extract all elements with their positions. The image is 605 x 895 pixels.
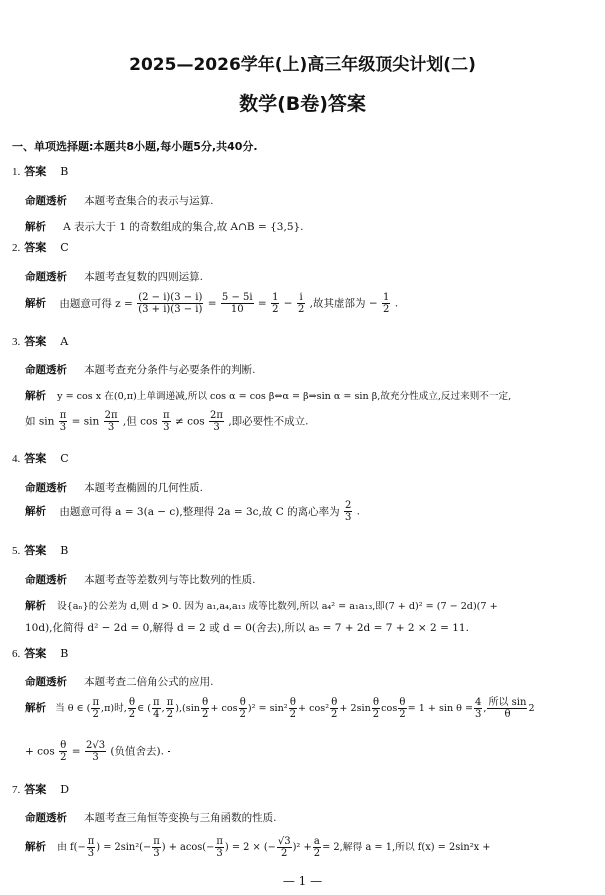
math-text: (负值舍去). bbox=[110, 745, 164, 758]
insight-text: 本题考查椭圆的几何性质. bbox=[84, 482, 203, 494]
answer-label: 答案 bbox=[24, 241, 47, 254]
math-text: 当 θ ∈ ( bbox=[55, 703, 91, 714]
math-text: = sin bbox=[71, 415, 100, 428]
numerator: θ bbox=[239, 697, 246, 708]
numerator: π bbox=[163, 410, 170, 421]
math-text: + cos bbox=[210, 703, 238, 714]
analysis-line bbox=[25, 215, 304, 234]
answer-label: 答案 bbox=[24, 452, 47, 465]
math-text: , bbox=[483, 703, 487, 714]
analysis-label: 解析 bbox=[25, 297, 46, 310]
fraction bbox=[104, 410, 119, 433]
numerator: π bbox=[216, 836, 223, 847]
fraction bbox=[487, 697, 527, 720]
numerator: 1 bbox=[272, 292, 279, 303]
numerator: π bbox=[92, 697, 100, 708]
answer-line bbox=[12, 333, 68, 349]
answer-line bbox=[12, 542, 68, 558]
numerator: π bbox=[87, 836, 95, 847]
fraction bbox=[277, 836, 292, 859]
denominator: 2 bbox=[166, 709, 174, 720]
denominator: (3 + i)(3 − i) bbox=[138, 304, 203, 315]
denominator: 3 bbox=[216, 848, 223, 859]
fraction bbox=[289, 697, 297, 720]
math-text: = 2,解得 a = 1,所以 f(x) = 2sin²x + bbox=[322, 842, 491, 853]
analysis-line bbox=[25, 410, 309, 433]
insight-line bbox=[25, 670, 213, 689]
answer-value: B bbox=[60, 165, 69, 178]
answer-line bbox=[12, 645, 68, 661]
fraction bbox=[474, 697, 482, 720]
math-text: 2 bbox=[528, 703, 535, 714]
math-text: + cos² bbox=[298, 703, 330, 714]
analysis-line bbox=[25, 384, 511, 403]
math-text: )² = sin² bbox=[247, 703, 288, 714]
analysis-label: 解析 bbox=[25, 390, 46, 402]
math-text: ) = 2 × (− bbox=[224, 842, 276, 853]
fraction bbox=[215, 836, 224, 859]
numerator: 2π bbox=[210, 410, 223, 421]
insight-text: 本题考查二倍角公式的应用. bbox=[84, 676, 214, 688]
fraction bbox=[221, 292, 254, 315]
question-number: 4. bbox=[12, 453, 21, 465]
question-number: 2. bbox=[12, 242, 21, 254]
denominator: 3 bbox=[59, 422, 67, 433]
denominator: 4 bbox=[153, 709, 160, 720]
analysis-line bbox=[25, 740, 171, 763]
fraction bbox=[297, 292, 305, 315]
analysis-text: y = cos x 在(0,π)上单调递减,所以 cos α = cos β⇔α = β⇒sin α = sin β,故充分性成立,反过来则不一定, bbox=[57, 391, 512, 402]
answer-label: 答案 bbox=[24, 783, 47, 796]
math-text: = bbox=[207, 297, 217, 310]
insight-label: 命题透析 bbox=[25, 676, 67, 688]
math-text: cos bbox=[381, 703, 398, 714]
math-text: . bbox=[394, 297, 399, 310]
numerator: π bbox=[153, 697, 160, 708]
math-text: . bbox=[356, 505, 361, 518]
numerator: θ bbox=[128, 697, 135, 708]
fraction bbox=[313, 836, 321, 859]
insight-line bbox=[25, 568, 255, 587]
analysis-label: 解析 bbox=[25, 841, 46, 853]
insight-text: 本题考查集合的表示与运算. bbox=[84, 195, 214, 207]
numerator: 2√3 bbox=[85, 740, 106, 751]
answer-label: 答案 bbox=[24, 647, 47, 660]
math-text: = bbox=[71, 745, 81, 758]
math-text: ≠ cos bbox=[174, 415, 205, 428]
insight-label: 命题透析 bbox=[25, 195, 67, 207]
analysis-line bbox=[25, 697, 535, 720]
fraction bbox=[59, 740, 67, 763]
analysis-line: 10d),化简得 d² − 2d = 0,解得 d = 2 或 d = 0(舍去),所以 a₅ = 7 + 2d = 7 + 2 × 2 = 11. bbox=[25, 622, 469, 634]
numerator: π bbox=[166, 697, 174, 708]
denominator: 2 bbox=[128, 709, 136, 720]
answer-label: 答案 bbox=[24, 335, 47, 348]
fraction bbox=[209, 410, 224, 433]
fraction bbox=[382, 292, 390, 315]
denominator: 3 bbox=[87, 848, 95, 859]
math-text: , bbox=[161, 703, 165, 714]
analysis-label: 解析 bbox=[25, 221, 46, 233]
fraction bbox=[85, 740, 106, 763]
math-text: 如 sin bbox=[25, 415, 55, 428]
denominator: 2 bbox=[92, 709, 99, 720]
math-text: 由 f(− bbox=[57, 842, 86, 853]
insight-text: 本题考查复数的四则运算. bbox=[84, 271, 203, 283]
question-number: 1. bbox=[12, 166, 21, 178]
document-subtitle: 数学(B卷)答案 bbox=[239, 93, 366, 115]
insight-text: 本题考查等差数列与等比数列的性质. bbox=[84, 574, 256, 586]
fraction bbox=[271, 292, 279, 315]
denominator: 2 bbox=[331, 709, 338, 720]
answer-value: B bbox=[60, 647, 69, 660]
fraction bbox=[398, 697, 406, 720]
denominator: 2 bbox=[313, 848, 321, 859]
analysis-text: A 表示大于 1 的奇数组成的集合,故 A∩B = {3,5}. bbox=[63, 221, 304, 233]
analysis-label: 解析 bbox=[25, 600, 46, 612]
denominator: 3 bbox=[475, 709, 482, 720]
insight-label: 命题透析 bbox=[25, 812, 67, 824]
math-text: ,故其虚部为 − bbox=[309, 297, 378, 310]
page-number: — 1 — bbox=[282, 874, 323, 888]
insight-label: 命题透析 bbox=[25, 482, 67, 494]
denominator: 3 bbox=[163, 422, 170, 433]
denominator: 2 bbox=[281, 848, 288, 859]
insight-line bbox=[25, 476, 203, 495]
math-text: )² + bbox=[292, 842, 312, 853]
fraction bbox=[128, 697, 136, 720]
document-title: 2025—2026学年(上)高三年级顶尖计划(二) bbox=[129, 55, 476, 75]
fraction bbox=[166, 697, 175, 720]
numerator: 2π bbox=[104, 410, 118, 421]
numerator bbox=[168, 751, 170, 752]
analysis-line bbox=[25, 836, 491, 859]
denominator: 2 bbox=[289, 709, 297, 720]
fraction bbox=[168, 751, 170, 752]
numerator: θ bbox=[60, 740, 67, 751]
answer-label: 答案 bbox=[24, 165, 47, 178]
denominator: 2 bbox=[239, 709, 246, 720]
math-text: ),(sin bbox=[175, 703, 200, 714]
denominator: 2 bbox=[60, 752, 67, 763]
insight-line bbox=[25, 806, 276, 825]
analysis-line bbox=[25, 594, 498, 613]
math-text: + 2sin bbox=[339, 703, 371, 714]
answer-value: B bbox=[60, 544, 69, 557]
denominator: 3 bbox=[107, 422, 115, 433]
numerator: θ bbox=[372, 697, 379, 708]
numerator: θ bbox=[289, 697, 296, 708]
fraction bbox=[239, 697, 247, 720]
math-text: = bbox=[257, 297, 267, 310]
analysis-label: 解析 bbox=[25, 505, 46, 518]
analysis-text: 由题意可得 a = 3(a − c),整理得 2a = 3c,故 C 的离心率为 bbox=[59, 505, 340, 518]
numerator: √3 bbox=[277, 836, 291, 847]
numerator: 5 − 5i bbox=[221, 292, 253, 303]
fraction bbox=[344, 500, 352, 523]
insight-label: 命题透析 bbox=[25, 271, 67, 283]
analysis-text: 设{aₙ}的公差为 d,则 d > 0. 因为 a₁,a₄,a₁₃ 成等比数列,所以 a₄² = a₁a₁₃,即(7 + d)² = (7 − 2d)(7 + bbox=[57, 601, 498, 612]
math-text: − bbox=[283, 297, 293, 310]
fraction bbox=[137, 292, 203, 315]
fraction bbox=[372, 697, 380, 720]
question-number: 7. bbox=[12, 784, 21, 796]
numerator: 2 bbox=[344, 500, 352, 511]
fraction bbox=[91, 697, 100, 720]
denominator: θ bbox=[504, 709, 511, 720]
math-text: = 1 + sin θ = bbox=[407, 703, 474, 714]
math-text: ,π)时, bbox=[101, 703, 127, 714]
answer-value: C bbox=[60, 452, 69, 465]
fraction bbox=[201, 697, 209, 720]
fraction bbox=[87, 836, 96, 859]
question-number: 6. bbox=[12, 648, 21, 660]
insight-line bbox=[25, 358, 255, 377]
answer-value: C bbox=[60, 241, 69, 254]
answer-value: A bbox=[60, 335, 69, 348]
answer-line bbox=[12, 163, 68, 179]
numerator: θ bbox=[399, 697, 406, 708]
denominator: 2 bbox=[399, 709, 406, 720]
insight-label: 命题透析 bbox=[25, 574, 67, 586]
denominator: 2 bbox=[383, 304, 390, 315]
insight-line bbox=[25, 189, 213, 208]
analysis-line bbox=[25, 500, 360, 523]
insight-text: 本题考查充分条件与必要条件的判断. bbox=[84, 364, 256, 376]
answer-label: 答案 bbox=[24, 544, 47, 557]
analysis-line bbox=[25, 292, 398, 315]
numerator: (2 − i)(3 − i) bbox=[138, 292, 203, 303]
numerator: π bbox=[153, 836, 160, 847]
numerator: θ bbox=[331, 697, 338, 708]
denominator: 10 bbox=[230, 304, 244, 315]
answer-line bbox=[12, 781, 69, 797]
analysis-label: 解析 bbox=[25, 702, 46, 714]
numerator: a bbox=[313, 836, 320, 847]
insight-label: 命题透析 bbox=[25, 364, 67, 376]
denominator: 2 bbox=[272, 304, 279, 315]
math-text: ,但 cos bbox=[122, 415, 158, 428]
section-heading: 一、单项选择题:本题共8小题,每小题5分,共40分. bbox=[12, 140, 258, 153]
numerator: π bbox=[59, 410, 67, 421]
answer-value: D bbox=[60, 783, 70, 796]
fraction bbox=[330, 697, 338, 720]
insight-line bbox=[25, 265, 203, 284]
math-text: ) + acos(− bbox=[161, 842, 215, 853]
fraction bbox=[59, 410, 68, 433]
answer-line bbox=[12, 239, 69, 255]
answer-line bbox=[12, 450, 69, 466]
denominator: 2 bbox=[372, 709, 380, 720]
numerator: i bbox=[297, 292, 305, 304]
question-number: 5. bbox=[12, 545, 21, 557]
denominator: 2 bbox=[297, 304, 305, 315]
insight-text: 本题考查三角恒等变换与三角函数的性质. bbox=[84, 812, 277, 824]
denominator: 3 bbox=[213, 422, 220, 433]
math-text: ,即必要性不成立. bbox=[228, 415, 309, 428]
math-text: ∈ ( bbox=[137, 703, 152, 714]
denominator: 2 bbox=[201, 709, 209, 720]
math-text: + cos bbox=[25, 745, 55, 758]
question-number: 3. bbox=[12, 336, 21, 348]
numerator: θ bbox=[202, 697, 209, 708]
numerator: 4 bbox=[475, 697, 482, 708]
analysis-text: 由题意可得 z = bbox=[59, 297, 133, 310]
math-text: ) = 2sin²(− bbox=[96, 842, 152, 853]
denominator: 3 bbox=[344, 512, 352, 523]
fraction bbox=[152, 697, 161, 720]
denominator: 3 bbox=[92, 752, 99, 763]
fraction bbox=[162, 410, 171, 433]
fraction bbox=[152, 836, 161, 859]
denominator: 3 bbox=[153, 848, 160, 859]
numerator: 所以 sin bbox=[488, 697, 527, 708]
numerator: 1 bbox=[383, 292, 390, 303]
